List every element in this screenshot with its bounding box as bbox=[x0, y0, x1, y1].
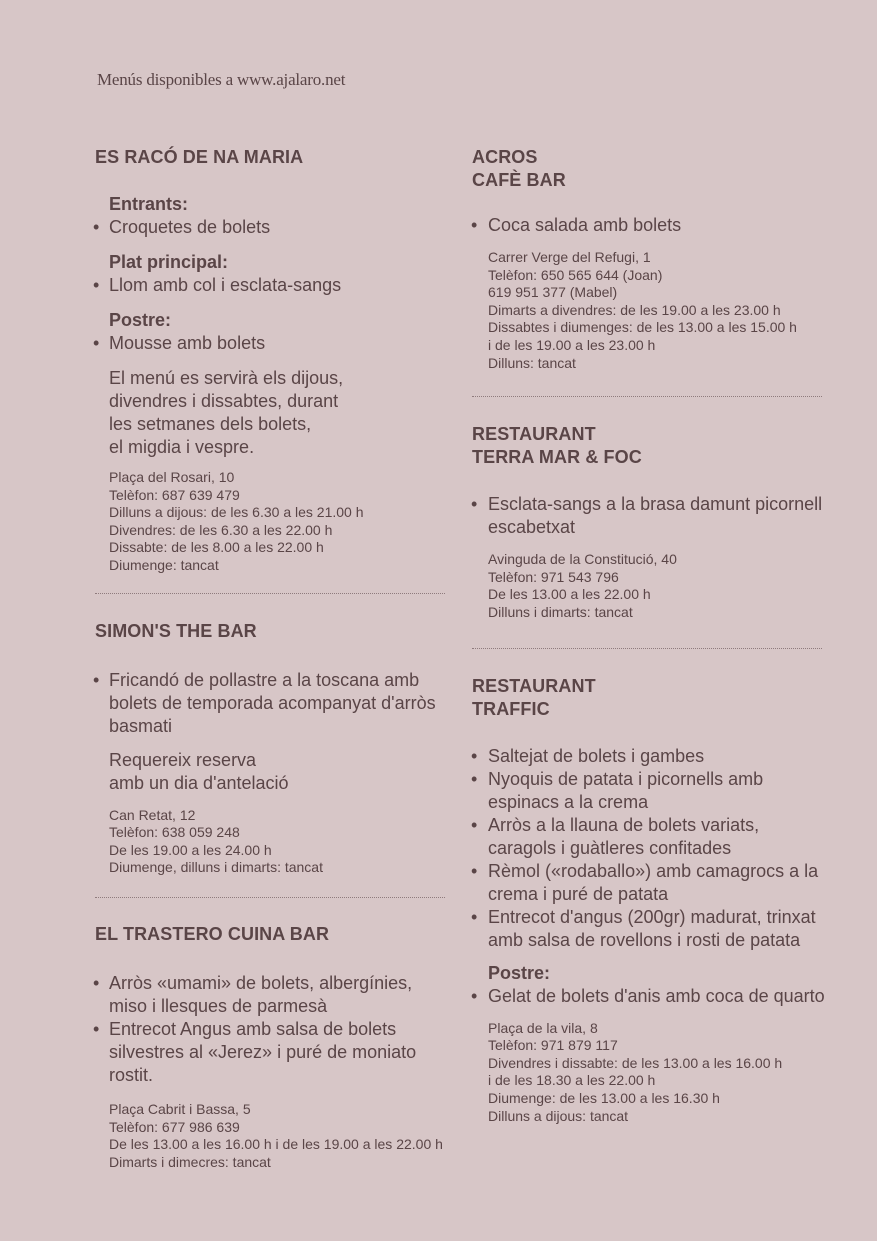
restaurant-title: EL TRASTERO CUINA BAR bbox=[95, 923, 330, 944]
address: Avinguda de la Constitució, 40 bbox=[488, 551, 677, 568]
address: Plaça del Rosari, 10 bbox=[109, 469, 235, 485]
page-header: Menús disponibles a www.ajalaro.net bbox=[97, 70, 346, 89]
phone: Telèfon: 687 639 479 bbox=[109, 486, 240, 503]
course-label-main: Plat principal: bbox=[109, 252, 229, 272]
dish-item: • Llom amb col i esclata-sangs bbox=[95, 274, 450, 297]
restaurant-es-raco-de-na-maria bbox=[95, 146, 450, 575]
closed-days: Dilluns i dimarts: tancat bbox=[488, 603, 633, 620]
restaurant-simons-the-bar bbox=[95, 620, 450, 877]
phone: Telèfon: 677 986 639 bbox=[109, 1118, 240, 1135]
restaurant-info bbox=[472, 1020, 827, 1126]
note-line: Requereix reserva bbox=[109, 749, 257, 770]
note-line: divendres i dissabtes, durant bbox=[109, 391, 339, 411]
address: Plaça Cabrit i Bassa, 5 bbox=[109, 1100, 251, 1117]
restaurant-title: SIMON'S THE BAR bbox=[95, 620, 257, 641]
title-line: RESTAURANT bbox=[472, 424, 596, 445]
hours: i de les 19.00 a les 23.00 h bbox=[488, 336, 656, 353]
hours: De les 19.00 a les 24.00 h bbox=[109, 841, 272, 858]
phone: Telèfon: 971 879 117 bbox=[488, 1037, 618, 1054]
phone: Telèfon: 971 543 796 bbox=[488, 568, 619, 585]
dotted-divider bbox=[472, 648, 822, 649]
closed-days: Dilluns a dijous: tancat bbox=[488, 1107, 629, 1124]
dish-list bbox=[472, 745, 827, 952]
dotted-divider bbox=[95, 897, 445, 898]
dish-list bbox=[472, 493, 827, 539]
dish-item: • Mousse amb bolets bbox=[95, 332, 450, 355]
address: Plaça de la vila, 8 bbox=[488, 1019, 598, 1036]
restaurant-title: ES RACÓ DE NA MARIA bbox=[95, 147, 304, 167]
hours: i de les 18.30 a les 22.00 h bbox=[488, 1072, 656, 1089]
hours: De les 13.00 a les 16.00 h i de les 19.00 a les 22.00 h bbox=[109, 1136, 443, 1153]
hours: Dimarts a divendres: de les 19.00 a les 23.00 h bbox=[488, 301, 781, 318]
phone: Telèfon: 638 059 248 bbox=[109, 824, 240, 841]
note-line: El menú es servirà els dijous, bbox=[109, 368, 344, 388]
phone: Telèfon: 650 565 644 (Joan) bbox=[488, 266, 663, 283]
note-line: el migdia i vespre. bbox=[109, 437, 255, 457]
address: Carrer Verge del Refugi, 1 bbox=[488, 249, 651, 265]
closed-days: Diumenge, dilluns i dimarts: tancat bbox=[109, 859, 323, 876]
course-label-dessert: Postre: bbox=[488, 962, 551, 983]
closed-days: Diumenge: tancat bbox=[109, 556, 219, 573]
closed-days: Dimarts i dimecres: tancat bbox=[109, 1153, 271, 1170]
restaurant-title bbox=[472, 675, 827, 721]
course-label-dessert: Postre: bbox=[109, 310, 172, 330]
dish-item: • Coca salada amb bolets bbox=[472, 214, 827, 237]
dish-list bbox=[95, 274, 450, 297]
restaurant-info bbox=[95, 1101, 450, 1171]
hours: Dissabte: de les 8.00 a les 22.00 h bbox=[109, 539, 324, 556]
dish-list bbox=[95, 216, 450, 239]
title-line: ACROS bbox=[472, 147, 538, 167]
dish-item: • Croquetes de bolets bbox=[95, 216, 450, 239]
dish-item: • Fricandó de pollastre a la toscana amb bolets de temporada acompanyat d'arròs basmati bbox=[95, 669, 450, 738]
dish-item: • Arròs a la llauna de bolets variats, caragols i guàtleres confitades bbox=[472, 814, 827, 860]
hours: Divendres i dissabte: de les 13.00 a les 16.00 h bbox=[488, 1054, 783, 1071]
hours: Dissabtes i diumenges: de les 13.00 a les 15.00 h bbox=[488, 319, 797, 336]
title-line: TRAFFIC bbox=[472, 698, 550, 719]
closed-days: Dilluns: tancat bbox=[488, 354, 576, 371]
dotted-divider bbox=[472, 396, 822, 397]
dish-item: • Arròs «umami» de bolets, albergínies, miso i llesques de parmesà bbox=[95, 972, 450, 1018]
course-label-entrants: Entrants: bbox=[109, 194, 189, 214]
title-line: TERRA MAR & FOC bbox=[472, 447, 642, 468]
address: Can Retat, 12 bbox=[109, 806, 196, 823]
dish-item: • Entrecot Angus amb salsa de bolets silvestres al «Jerez» i puré de moniato rostit. bbox=[95, 1018, 450, 1087]
menu-note bbox=[95, 749, 450, 795]
hours: Diumenge: de les 13.00 a les 16.30 h bbox=[488, 1089, 720, 1106]
hours: Divendres: de les 6.30 a les 22.00 h bbox=[109, 521, 333, 538]
left-column bbox=[95, 146, 450, 1171]
restaurant-title bbox=[472, 146, 827, 192]
dish-item: • Rèmol («rodaballo») amb camagrocs a la crema i puré de patata bbox=[472, 860, 827, 906]
dish-list bbox=[95, 972, 450, 1087]
title-line: CAFÈ BAR bbox=[472, 170, 566, 190]
dish-list bbox=[472, 214, 827, 237]
dish-item: • Saltejat de bolets i gambes bbox=[472, 745, 827, 768]
restaurant-title bbox=[472, 423, 827, 469]
right-column bbox=[472, 146, 827, 1125]
dish-list bbox=[95, 332, 450, 355]
restaurant-info bbox=[95, 807, 450, 877]
note-line: amb un dia d'antelació bbox=[109, 772, 289, 793]
menu-note bbox=[95, 367, 450, 459]
note-line: les setmanes dels bolets, bbox=[109, 414, 312, 434]
hours: De les 13.00 a les 22.00 h bbox=[488, 586, 651, 603]
restaurant-info bbox=[472, 249, 827, 372]
dish-list bbox=[472, 985, 827, 1008]
title-line: RESTAURANT bbox=[472, 675, 596, 696]
phone: 619 951 377 (Mabel) bbox=[488, 284, 618, 301]
restaurant-info bbox=[472, 551, 827, 621]
dish-item: • Gelat de bolets d'anis amb coca de quarto bbox=[472, 985, 827, 1008]
restaurant-el-trastero-cuina-bar bbox=[95, 923, 450, 1171]
dish-list bbox=[95, 669, 450, 738]
dish-item: • Entrecot d'angus (200gr) madurat, trinxat amb salsa de rovellons i rosti de patata bbox=[472, 906, 827, 952]
restaurant-info bbox=[95, 469, 450, 575]
dotted-divider bbox=[95, 593, 445, 594]
dish-item: • Esclata-sangs a la brasa damunt picornell escabetxat bbox=[472, 493, 827, 539]
restaurant-traffic bbox=[472, 675, 827, 1126]
hours: Dilluns a dijous: de les 6.30 a les 21.00 h bbox=[109, 504, 364, 521]
dish-item: • Nyoquis de patata i picornells amb espinacs a la crema bbox=[472, 768, 827, 814]
restaurant-terra-mar-foc bbox=[472, 423, 827, 621]
restaurant-acros-cafe-bar bbox=[472, 146, 827, 372]
